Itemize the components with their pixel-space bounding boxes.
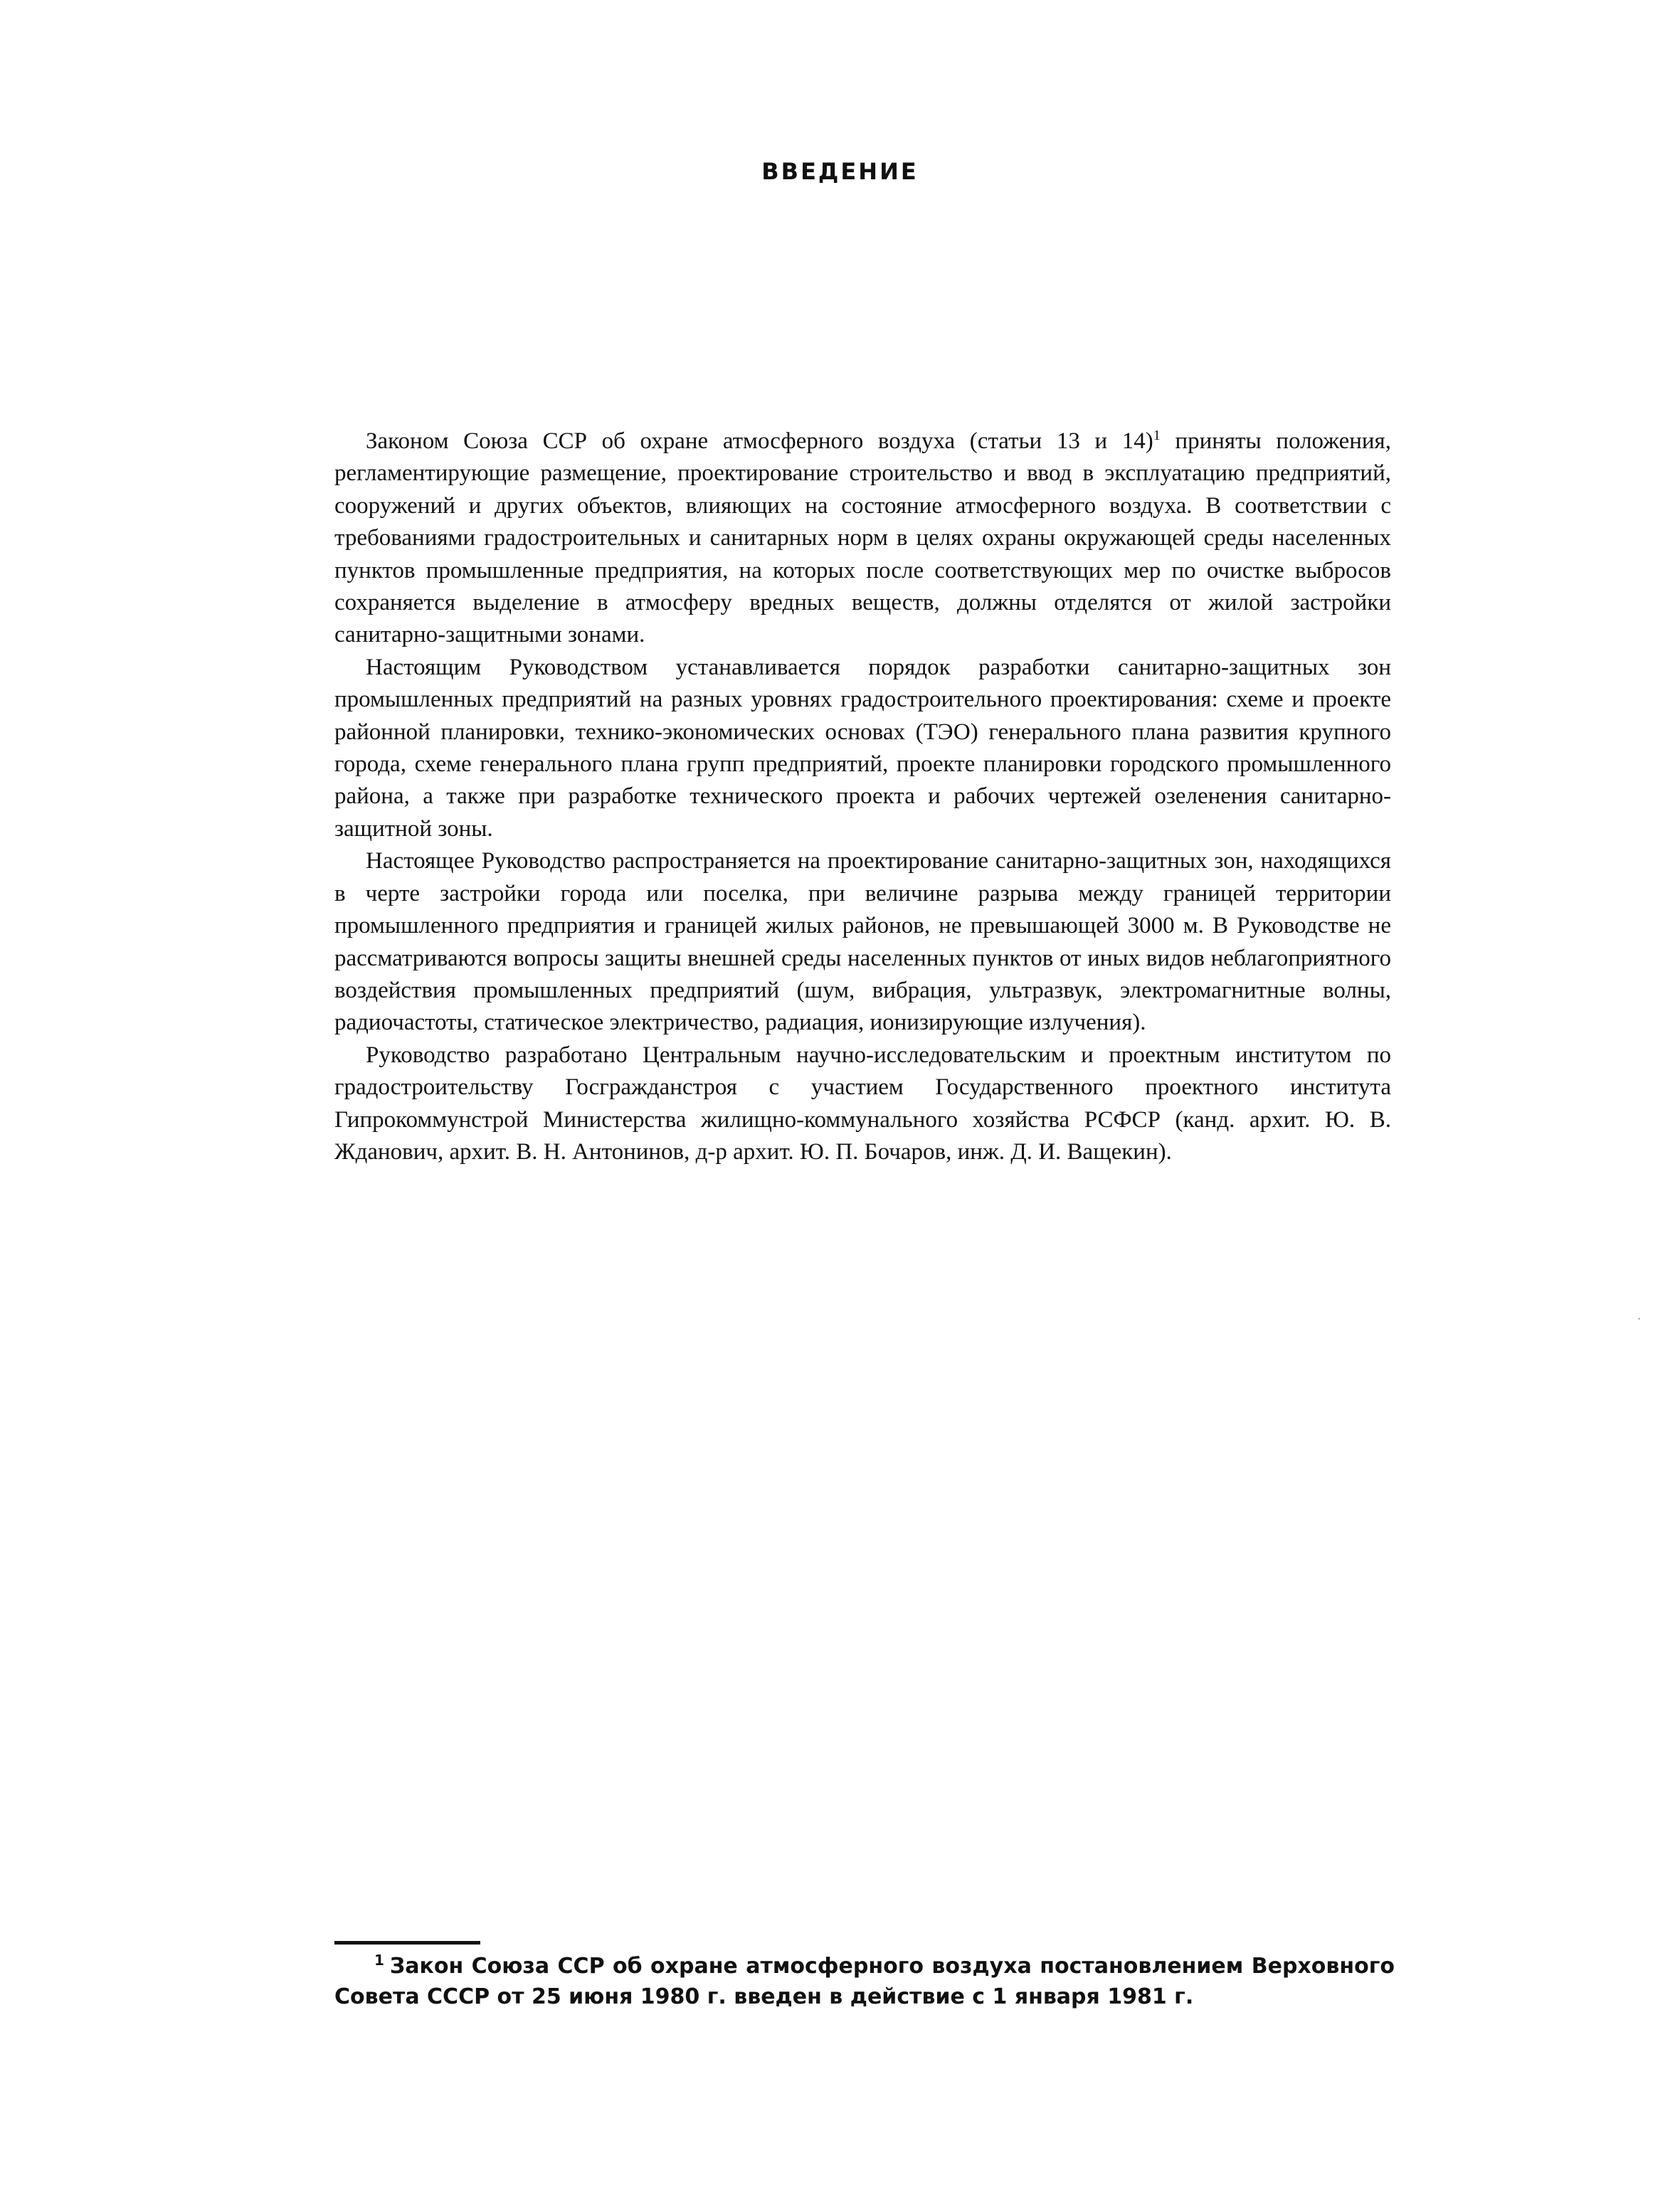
scan-speck <box>1638 1318 1640 1320</box>
paragraph-scope-procedure: Настоящим Руководством устанавливается порядок разработки санитарно-защитных зон промышленных предприятий на разных уровнях градостроительного проектирования: схеме и проекте районной планировки, технико-экономических основах (ТЭО) генерального плана развития крупного города, схеме генерального плана групп предприятий, проекте планировки городского промышленного района, а также при разработке технического проекта и рабочих чертежей озеленения санитарно-защитной зоны. <box>334 654 1391 842</box>
paragraph-law-intro-end: приняты положения, регламентирующие размещение, проектирование строительство и ввод в эксплуатацию предприятий, сооружений и других объектов, влияющих на состояние атмосферного воздуха. В соответствии с требованиями градостроительных и санитарных норм в целях охраны окружающей среды населенных пунктов промышленные предприятия, на которых после соответствующих мер по очистке выбросов сохраняется выделение в атмосферу вредных веществ, должны отделятся от жилой застройки санитарно-защитными зонами. <box>334 428 1391 648</box>
footnote-reference: 1 <box>1153 428 1161 443</box>
footnote-mark: 1 <box>374 1952 384 1969</box>
footnote-text: Закон Союза ССР об охране атмосферного воздуха постановлением Верховного Совета СССР от 25 июня 1980 г. введен в действие с 1 января 1981 г. <box>334 1954 1395 2009</box>
body-text <box>334 425 1391 1168</box>
paragraph-law-intro-start: Законом Союза ССР об охране атмосферного воздуха (статьи 13 и 14) <box>366 428 1153 454</box>
paragraph-applicability: Настоящее Руководство распространяется на проектирование санитарно-защитных зон, находящихся в черте застройки города или поселка, при величине разрыва между границей территории промышленного предприятия и границей жилых районов, не превышающей 3000 м. В Руководстве не рассматриваются вопросы защиты внешней среды населенных пунктов от иных видов неблагоприятного воздействия промышленных предприятий (шум, вибрация, ультразвук, электромагнитные волны, радиочастоты, статическое электричество, радиация, ионизирующие излучения). <box>334 848 1391 1036</box>
paragraph-authors: Руководство разработано Центральным научно-исследовательским и проектным институтом по градостроительству Госгражданстроя с участием Государственного проектного института Гипрокоммунстрой Министерства жилищно-коммунального хозяйства РСФСР (канд. архит. Ю. В. Жданович, архит. В. Н. Антонинов, д-р архит. Ю. П. Бочаров, инж. Д. И. Ващекин). <box>334 1042 1391 1165</box>
paragraph-law-intro <box>334 425 1391 652</box>
footnote <box>334 1951 1395 2012</box>
footnote-separator <box>334 1941 480 1945</box>
page-title: ВВЕДЕНИЕ <box>761 158 919 185</box>
